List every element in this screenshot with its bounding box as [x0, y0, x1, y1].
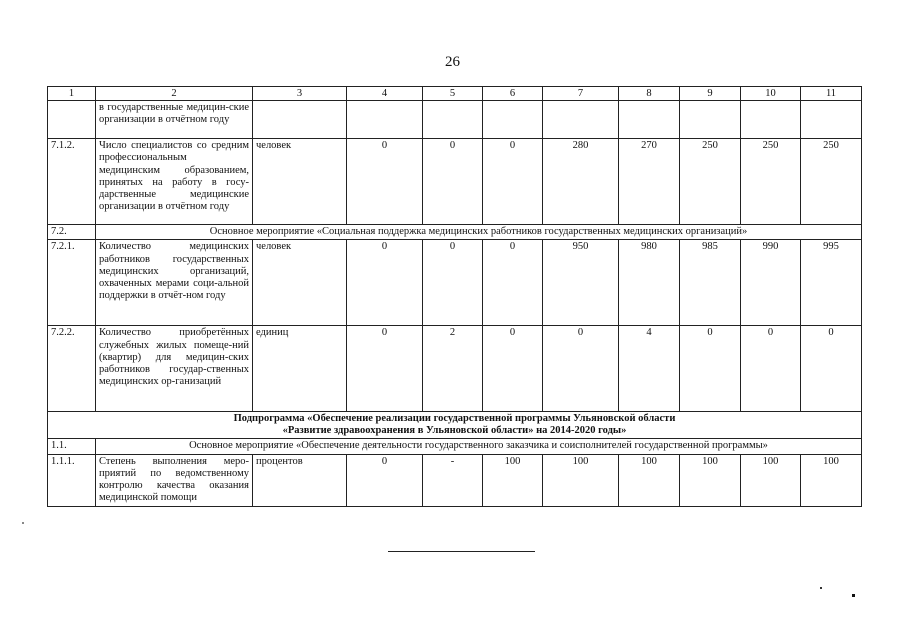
indicator-name: в государственные медицин-ские организации в отчётном году — [96, 101, 253, 139]
value-cell: 980 — [619, 240, 680, 326]
table-row — [48, 101, 862, 139]
value-cell: 270 — [619, 139, 680, 225]
value-cell: 100 — [801, 454, 862, 506]
value-cell — [423, 101, 483, 139]
column-number: 9 — [680, 87, 741, 101]
value-cell: 0 — [347, 326, 423, 412]
value-cell: 2 — [423, 326, 483, 412]
value-cell: 250 — [741, 139, 801, 225]
column-number: 10 — [741, 87, 801, 101]
unit-cell: человек — [253, 139, 347, 225]
value-cell: 0 — [423, 139, 483, 225]
table-row — [48, 139, 862, 225]
table-row — [48, 240, 862, 326]
subprogram-row — [48, 412, 862, 439]
row-number: 1.1.1. — [48, 454, 96, 506]
section-title: Основное мероприятие «Обеспечение деятельности государственного заказчика и соисполнителей государственной программы» — [96, 439, 862, 454]
column-number: 1 — [48, 87, 96, 101]
scan-speck — [820, 587, 822, 589]
value-cell: 950 — [543, 240, 619, 326]
value-cell: 0 — [483, 240, 543, 326]
value-cell — [801, 101, 862, 139]
value-cell — [619, 101, 680, 139]
indicator-name: Число специалистов со средним профессиональным медицинским образованием, принятых на работу в госу-дарственные медицинские организации в отчётном году — [96, 139, 253, 225]
indicator-name: Количество приобретённых служебных жилых помеще-ний (квартир) для медицин-ских работников государ-ственных медицинских ор-ганизаций — [96, 326, 253, 412]
value-cell: 0 — [483, 139, 543, 225]
indicator-name: Степень выполнения меро-приятий по ведомственному контролю качества оказания медицинской помощи — [96, 454, 253, 506]
unit-cell: единиц — [253, 326, 347, 412]
column-number: 11 — [801, 87, 862, 101]
value-cell: 250 — [801, 139, 862, 225]
footnote-separator — [388, 551, 535, 552]
value-cell: 100 — [483, 454, 543, 506]
value-cell: 0 — [347, 240, 423, 326]
page-number: 26 — [445, 54, 460, 70]
value-cell: 995 — [801, 240, 862, 326]
unit-cell: процентов — [253, 454, 347, 506]
value-cell: 0 — [347, 139, 423, 225]
column-number: 3 — [253, 87, 347, 101]
column-number: 2 — [96, 87, 253, 101]
value-cell: 250 — [680, 139, 741, 225]
unit-cell: человек — [253, 240, 347, 326]
section-row — [48, 439, 862, 454]
value-cell — [347, 101, 423, 139]
value-cell: 0 — [483, 326, 543, 412]
value-cell: 0 — [543, 326, 619, 412]
subprogram-title — [48, 412, 862, 439]
value-cell: 4 — [619, 326, 680, 412]
value-cell: 0 — [741, 326, 801, 412]
value-cell: 990 — [741, 240, 801, 326]
row-number: 7.2.1. — [48, 240, 96, 326]
row-number: 7.2.2. — [48, 326, 96, 412]
value-cell: 0 — [423, 240, 483, 326]
column-number: 7 — [543, 87, 619, 101]
value-cell: 280 — [543, 139, 619, 225]
subprogram-title-line: Подпрограмма «Обеспечение реализации государственной программы Ульяновской области — [233, 413, 676, 425]
column-number-row — [48, 87, 862, 101]
unit-cell — [253, 101, 347, 139]
row-number: 1.1. — [48, 439, 96, 454]
scan-speck — [22, 522, 24, 524]
value-cell: 0 — [801, 326, 862, 412]
table-row — [48, 454, 862, 506]
subprogram-title-line: «Развитие здравоохранения в Ульяновской области» на 2014-2020 годы» — [282, 425, 627, 437]
scan-speck — [852, 594, 855, 597]
value-cell: 100 — [619, 454, 680, 506]
value-cell: 100 — [680, 454, 741, 506]
value-cell: 100 — [543, 454, 619, 506]
value-cell: 985 — [680, 240, 741, 326]
value-cell — [483, 101, 543, 139]
value-cell — [543, 101, 619, 139]
column-number: 4 — [347, 87, 423, 101]
row-number: 7.2. — [48, 225, 96, 240]
value-cell: 0 — [347, 454, 423, 506]
table-row — [48, 326, 862, 412]
column-number: 8 — [619, 87, 680, 101]
value-cell — [741, 101, 801, 139]
value-cell: 100 — [741, 454, 801, 506]
section-title: Основное мероприятие «Социальная поддержка медицинских работников государственных медицинских организаций» — [96, 225, 862, 240]
row-number — [48, 101, 96, 139]
indicator-name: Количество медицинских работников государственных медицинских организаций, охваченных мерами соци-альной поддержки в отчёт-ном году — [96, 240, 253, 326]
indicators-table — [47, 86, 862, 507]
value-cell: - — [423, 454, 483, 506]
row-number: 7.1.2. — [48, 139, 96, 225]
section-row — [48, 225, 862, 240]
column-number: 6 — [483, 87, 543, 101]
value-cell: 0 — [680, 326, 741, 412]
value-cell — [680, 101, 741, 139]
column-number: 5 — [423, 87, 483, 101]
